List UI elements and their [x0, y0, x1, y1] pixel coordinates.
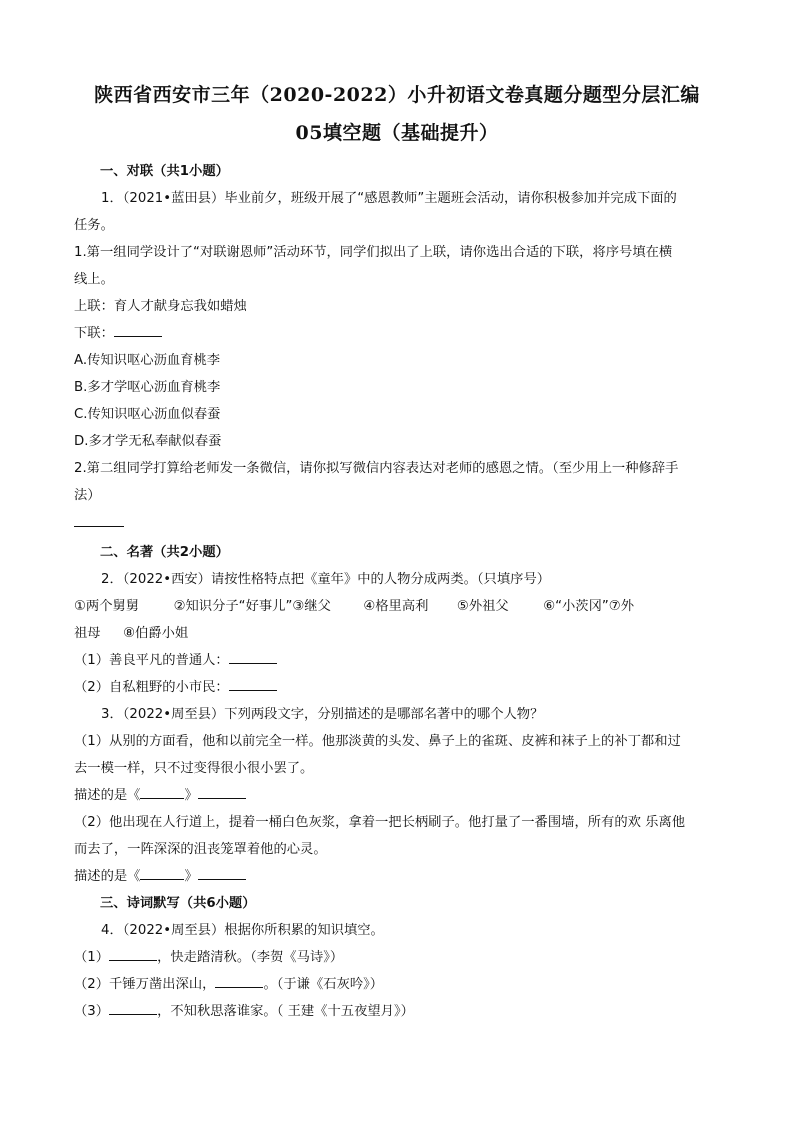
subquestion-2-text: 2.第二组同学打算给老师发一条微信，请你拟写微信内容表达对老师的感恩之情。（至少用上一种修辞手 — [74, 461, 679, 476]
poem-line-3 — [74, 1000, 414, 1019]
character-blank[interactable] — [198, 867, 246, 880]
person-item: ⑧伯爵小姐 — [123, 626, 189, 641]
passage-2-text-cont: 而去了，一阵深深的沮丧笼罩着他的心灵。 — [74, 842, 327, 857]
question-4-text: 4．（2022•周至县）根据你所积累的知识填空。 — [101, 923, 384, 938]
section-heading-classics: 二、名著（共2小题） — [100, 545, 229, 560]
question-3-text: 3．（2022•周至县）下列两段文字，分别描述的是哪部名著中的哪个人物？ — [101, 707, 544, 722]
option-a: A.传知识呕心沥血育桃李 — [74, 353, 221, 368]
category-1-label: （1）善良平凡的普通人： — [74, 653, 229, 668]
person-item: ②知识分子“好事儿”③继父 — [173, 599, 331, 614]
document-title-line2: 05填空题（基础提升） — [295, 122, 499, 144]
describe-label-close: 》 — [184, 788, 198, 803]
question-1-text-cont: 任务。 — [74, 218, 114, 233]
describe-label: 描述的是《 — [74, 788, 141, 803]
poem-line-2 — [74, 973, 383, 992]
book-title-blank[interactable] — [140, 786, 184, 799]
person-item: 祖母 — [74, 626, 101, 641]
document-title-line1: 陕西省西安市三年（2020-2022）小升初语文卷真题分题型分层汇编 — [94, 84, 700, 106]
character-blank[interactable] — [198, 786, 246, 799]
person-item: ⑤外祖父 — [456, 599, 509, 614]
describe-label: 描述的是《 — [74, 869, 141, 884]
option-b: B.多才学呕心沥血育桃李 — [74, 380, 221, 395]
category-2-label: （2）自私粗野的小市民： — [74, 680, 229, 695]
passage-1-text-cont: 去一模一样，只不过变得很小很小罢了。 — [74, 761, 314, 776]
question-1-text: 1．（2021•蓝田县）毕业前夕，班级开展了“感恩教师”主题班会活动，请你积极参加并完成下面的 — [101, 191, 677, 206]
describe-label-close: 》 — [184, 869, 198, 884]
book-title-blank[interactable] — [140, 867, 184, 880]
poem-line-text: （2）千锤万凿出深山， — [74, 977, 216, 992]
shanglian-text: 上联：育人才献身忘我如蜡烛 — [74, 299, 247, 314]
option-c: C.传知识呕心沥血似春蚕 — [74, 407, 221, 422]
answer-blank[interactable] — [229, 678, 277, 691]
people-list-row-2 — [74, 622, 188, 641]
poem-line-text: ，不知秋思落谁家。（ 王建《十五夜望月》） — [157, 1004, 414, 1019]
passage-2-text: （2）他出现在人行道上，提着一桶白色灰浆，拿着一把长柄刷子。他打量了一番围墙，所有的欢 乐离他 — [74, 815, 686, 830]
poem-line-number: （1） — [74, 950, 110, 965]
poem-line-text: 。（于谦《石灰吟》） — [263, 977, 384, 992]
answer-blank[interactable] — [109, 1002, 157, 1015]
subquestion-1-text-cont: 线上。 — [74, 272, 114, 287]
answer-blank[interactable] — [114, 324, 162, 337]
subquestion-1-text: 1.第一组同学设计了“对联谢恩师”活动环节，同学们拟出了上联，请你选出合适的下联，将序号填在横 — [74, 245, 673, 260]
poem-line-1 — [74, 946, 343, 965]
poem-line-number: （3） — [74, 1004, 110, 1019]
answer-blank[interactable] — [229, 651, 277, 664]
person-item: ⑥“小茨冈”⑦外 — [543, 599, 635, 614]
describe-2-row — [74, 865, 246, 884]
category-1-row — [74, 649, 277, 668]
people-list-row — [74, 595, 634, 614]
option-d: D.多才学无私奉献似春蚕 — [74, 434, 222, 449]
section-heading-poetry: 三、诗词默写（共6小题） — [100, 896, 256, 911]
person-item: ①两个舅舅 — [74, 599, 140, 614]
category-2-row — [74, 676, 277, 695]
answer-blank[interactable] — [74, 514, 124, 527]
answer-blank[interactable] — [109, 948, 157, 961]
poem-line-text: ，快走踏清秋。（李贺《马诗》） — [157, 950, 344, 965]
answer-blank-row — [74, 514, 124, 531]
subquestion-2-text-cont: 法） — [74, 488, 101, 503]
person-item: ④格里高利 — [363, 599, 429, 614]
section-heading-couplet: 一、对联（共1小题） — [100, 164, 229, 179]
xialian-row — [74, 322, 162, 341]
xialian-label: 下联： — [74, 326, 114, 341]
answer-blank[interactable] — [215, 975, 263, 988]
passage-1-text: （1）从别的方面看，他和以前完全一样。他那淡黄的头发、鼻子上的雀斑、皮裤和袜子上的补丁都和过 — [74, 734, 681, 749]
describe-1-row — [74, 784, 246, 803]
question-2-text: 2．（2022•西安）请按性格特点把《童年》中的人物分成两类。（只填序号） — [101, 572, 551, 587]
